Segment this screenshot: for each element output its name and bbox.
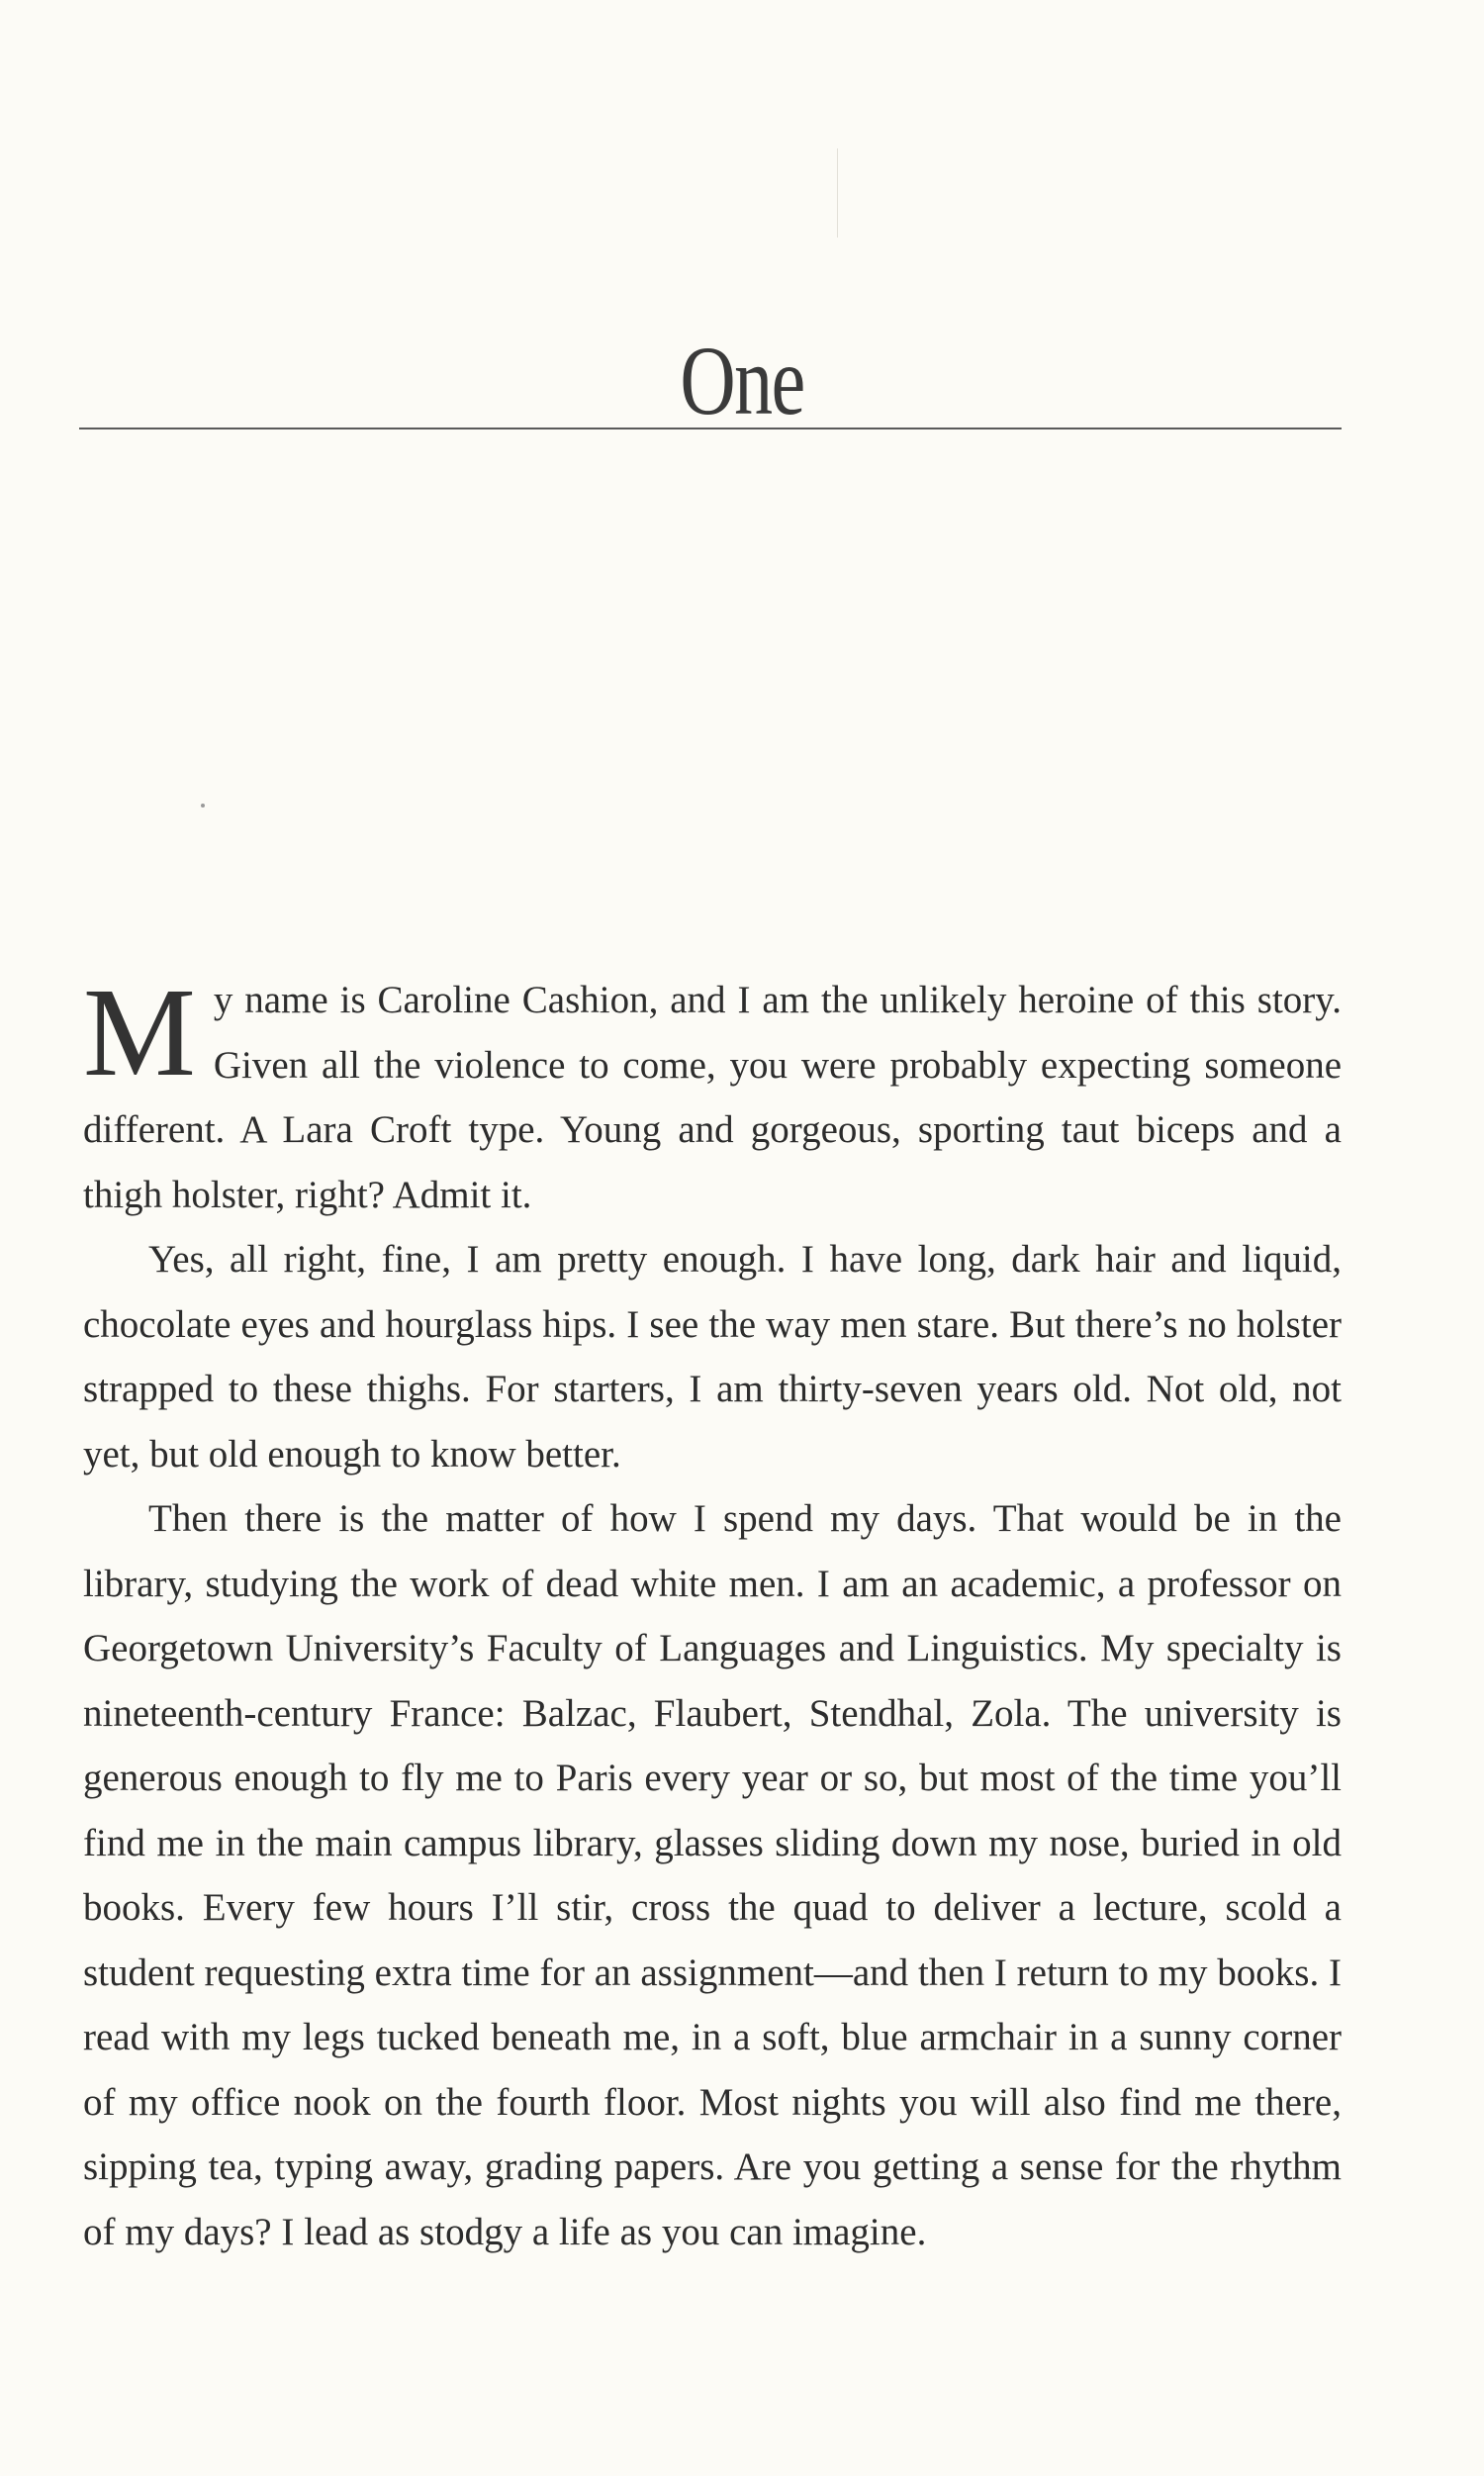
drop-cap-letter: M (83, 962, 196, 1102)
paragraph-2: Yes, all right, fine, I am pretty enough. I have long, dark hair and liquid, chocolate eyes and hourglass hips. I see the way men stare. But there’s no holster strapped to these thighs. For starters, I am thirty-seven years old. Not old, not yet, but old enough to know better. (83, 1238, 1342, 1476)
paragraph-1-text: y name is Caroline Cashion, and I am the unlikely heroine of this story. Given all the violence to come, you were probably expecting someone different. A Lara Croft type. Young and gorgeous, sporting taut biceps and a thigh holster, right? Admit it. (83, 979, 1342, 1216)
paragraph-3: Then there is the matter of how I spend my days. That would be in the library, studying the work of dead white men. I am an academic, a professor on Georgetown University’s Faculty of Languages and Linguistics. My specialty is nineteenth-century France: Balzac, Flaubert, Stendhal, Zola. The university is generous enough to fly me to Paris every year or so, but most of the time you’ll find me in the main campus library, glasses sliding down my nose, buried in old books. Every few hours I’ll stir, cross the quad to deliver a lecture, scold a student requesting extra time for an assignment—and then I return to my books. I read with my legs tucked beneath me, in a soft, blue armchair in a sunny corner of my office nook on the fourth floor. Most nights you will also find me there, sipping tea, typing away, grading papers. Are you getting a sense for the rhythm of my days? I lead as stodgy a life as you can imagine. (83, 1497, 1342, 2253)
scan-artifact-speck (201, 804, 205, 808)
chapter-body (83, 962, 1342, 2264)
paragraph-1 (83, 962, 1342, 1227)
chapter-title: One (680, 326, 804, 435)
scan-artifact-line (837, 148, 838, 238)
title-underline-rule (79, 428, 1342, 429)
